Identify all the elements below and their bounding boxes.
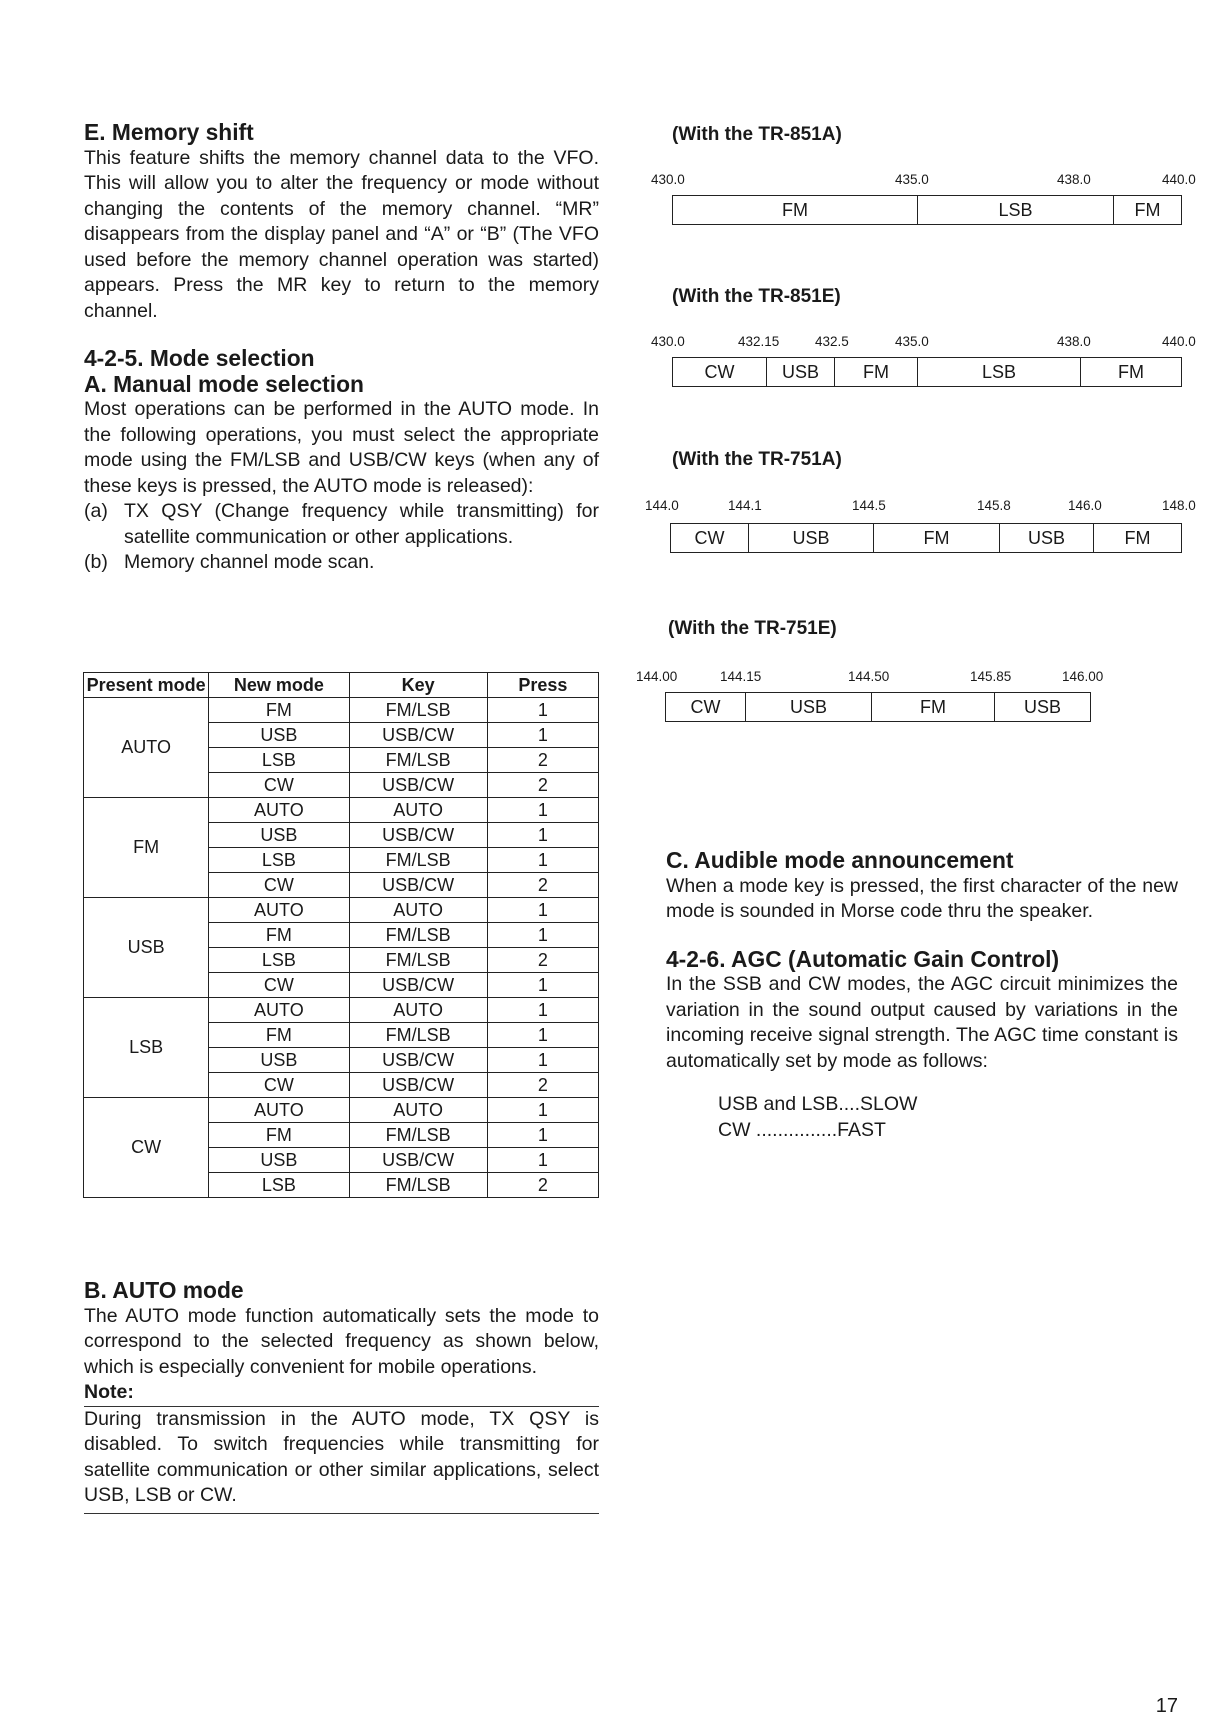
freq-tick: 432.5 bbox=[815, 334, 849, 349]
freq-tick: 144.0 bbox=[645, 498, 679, 513]
key-cell: USB/CW bbox=[349, 1148, 487, 1173]
auto-mode-heading: B. AUTO mode bbox=[84, 1277, 244, 1303]
band-segment: USB bbox=[746, 693, 872, 721]
key-cell: FM/LSB bbox=[349, 1023, 487, 1048]
key-cell: USB/CW bbox=[349, 1073, 487, 1098]
new-mode-cell: AUTO bbox=[209, 798, 349, 823]
press-cell: 1 bbox=[487, 1048, 598, 1073]
header-new-mode: New mode bbox=[209, 673, 349, 698]
key-cell: USB/CW bbox=[349, 973, 487, 998]
press-cell: 2 bbox=[487, 773, 598, 798]
band-segment: CW bbox=[673, 358, 767, 386]
band-segment: USB bbox=[767, 358, 835, 386]
press-cell: 1 bbox=[487, 848, 598, 873]
new-mode-cell: AUTO bbox=[209, 898, 349, 923]
key-cell: FM/LSB bbox=[349, 848, 487, 873]
band-bar-tr751e bbox=[665, 692, 1091, 722]
agc-heading: 4-2-6. AGC (Automatic Gain Control) bbox=[666, 945, 1060, 972]
key-cell: USB/CW bbox=[349, 873, 487, 898]
table-header-row bbox=[84, 673, 599, 698]
agc-line-cw: CW ...............FAST bbox=[718, 1118, 886, 1141]
freq-tick: 144.5 bbox=[852, 498, 886, 513]
auto-mode-section bbox=[84, 1278, 599, 1514]
new-mode-cell: CW bbox=[209, 1073, 349, 1098]
freq-tick: 440.0 bbox=[1162, 172, 1196, 187]
press-cell: 1 bbox=[487, 698, 598, 723]
key-cell: FM/LSB bbox=[349, 1123, 487, 1148]
present-mode-cell: USB bbox=[84, 898, 209, 998]
new-mode-cell: FM bbox=[209, 923, 349, 948]
table-row bbox=[84, 1098, 599, 1123]
new-mode-cell: FM bbox=[209, 1023, 349, 1048]
press-cell: 1 bbox=[487, 798, 598, 823]
new-mode-cell: USB bbox=[209, 1148, 349, 1173]
band-segment: FM bbox=[673, 196, 918, 224]
key-cell: USB/CW bbox=[349, 823, 487, 848]
list-item: (a) TX QSY (Change frequency while transmitting) for satellite communication or other applications. bbox=[84, 500, 599, 548]
header-present-mode: Present mode bbox=[84, 673, 209, 698]
new-mode-cell: CW bbox=[209, 973, 349, 998]
band-title-tr751a: (With the TR-751A) bbox=[672, 449, 842, 470]
left-column bbox=[84, 120, 599, 576]
key-cell: FM/LSB bbox=[349, 923, 487, 948]
audible-body: When a mode key is pressed, the first character of the new mode is sounded in Morse code thru the speaker. bbox=[666, 874, 1178, 922]
press-cell: 1 bbox=[487, 898, 598, 923]
freq-tick: 146.00 bbox=[1062, 669, 1104, 684]
page-number: 17 bbox=[1155, 1695, 1178, 1717]
key-cell: USB/CW bbox=[349, 723, 487, 748]
new-mode-cell: AUTO bbox=[209, 1098, 349, 1123]
band-segment: USB bbox=[1023, 696, 1061, 717]
agc-body: In the SSB and CW modes, the AGC circuit minimizes the variation in the sound output caused by variations in the incoming receive signal strength. The AGC time constant is automatically set by mode as follows: bbox=[666, 973, 1178, 1072]
freq-tick: 146.0 bbox=[1068, 498, 1102, 513]
press-cell: 1 bbox=[487, 1098, 598, 1123]
press-cell: 1 bbox=[487, 1023, 598, 1048]
band-segment: USB bbox=[749, 524, 874, 552]
present-mode-cell: CW bbox=[84, 1098, 209, 1198]
manual-mode-body: Most operations can be performed in the AUTO mode. In the following operations, you must select the appropriate mode using the FM/LSB and USB/CW keys (when any of these keys is pressed, the AUTO mode is released): bbox=[84, 398, 599, 497]
press-cell: 1 bbox=[487, 823, 598, 848]
band-segment: FM bbox=[874, 524, 1000, 552]
key-cell: AUTO bbox=[349, 798, 487, 823]
key-cell: AUTO bbox=[349, 898, 487, 923]
press-cell: 1 bbox=[487, 973, 598, 998]
band-bar-tr851a bbox=[672, 195, 1182, 225]
press-cell: 1 bbox=[487, 998, 598, 1023]
new-mode-cell: CW bbox=[209, 873, 349, 898]
agc-settings bbox=[666, 1092, 1178, 1143]
press-cell: 1 bbox=[487, 1148, 598, 1173]
new-mode-cell: AUTO bbox=[209, 998, 349, 1023]
key-cell: FM/LSB bbox=[349, 748, 487, 773]
freq-tick: 144.50 bbox=[848, 669, 890, 684]
press-cell: 1 bbox=[487, 1123, 598, 1148]
present-mode-cell: FM bbox=[84, 798, 209, 898]
band-title-tr851a: (With the TR-851A) bbox=[672, 124, 842, 145]
key-cell: FM/LSB bbox=[349, 698, 487, 723]
new-mode-cell: LSB bbox=[209, 948, 349, 973]
freq-tick: 430.0 bbox=[651, 334, 685, 349]
freq-tick: 432.15 bbox=[738, 334, 780, 349]
new-mode-cell: FM bbox=[209, 698, 349, 723]
band-bar-tr751a bbox=[670, 523, 1182, 553]
press-cell: 2 bbox=[487, 873, 598, 898]
band-segment: LSB bbox=[918, 196, 1114, 224]
new-mode-cell: LSB bbox=[209, 748, 349, 773]
press-cell: 1 bbox=[487, 723, 598, 748]
band-segment: CW bbox=[671, 524, 749, 552]
press-cell: 2 bbox=[487, 748, 598, 773]
band-segment: FM bbox=[872, 693, 995, 721]
freq-tick: 438.0 bbox=[1057, 172, 1091, 187]
press-cell: 2 bbox=[487, 1073, 598, 1098]
key-cell: FM/LSB bbox=[349, 948, 487, 973]
freq-tick: 144.00 bbox=[636, 669, 678, 684]
mode-selection-heading: 4-2-5. Mode selection bbox=[84, 345, 315, 371]
memory-shift-heading: E. Memory shift bbox=[84, 119, 254, 145]
key-cell: USB/CW bbox=[349, 1048, 487, 1073]
note-bottom-rule bbox=[84, 1513, 599, 1514]
new-mode-cell: USB bbox=[209, 823, 349, 848]
band-bar-tr851e bbox=[672, 357, 1182, 387]
freq-tick: 435.0 bbox=[895, 334, 929, 349]
freq-tick: 145.85 bbox=[970, 669, 1012, 684]
band-segment: LSB bbox=[918, 358, 1081, 386]
new-mode-cell: FM bbox=[209, 1123, 349, 1148]
note-label: Note: bbox=[84, 1381, 134, 1403]
key-cell: FM/LSB bbox=[349, 1173, 487, 1198]
present-mode-cell: LSB bbox=[84, 998, 209, 1098]
note-body: During transmission in the AUTO mode, TX QSY is disabled. To switch frequencies while transmitting for satellite communication or other similar applications, select USB, LSB or CW. bbox=[84, 1407, 599, 1506]
freq-tick: 435.0 bbox=[895, 172, 929, 187]
auto-mode-body: The AUTO mode function automatically sets the mode to correspond to the selected frequency as shown below, which is especially convenient for mobile operations. bbox=[84, 1304, 599, 1378]
freq-tick: 430.0 bbox=[651, 172, 685, 187]
band-segment: FM bbox=[835, 358, 918, 386]
new-mode-cell: LSB bbox=[209, 1173, 349, 1198]
press-cell: 2 bbox=[487, 948, 598, 973]
band-title-tr751e: (With the TR-751E) bbox=[668, 618, 837, 639]
band-segment: FM bbox=[1124, 527, 1151, 548]
list-item: (b) Memory channel mode scan. bbox=[84, 551, 375, 573]
agc-line-ssb: USB and LSB....SLOW bbox=[718, 1093, 918, 1115]
press-cell: 1 bbox=[487, 923, 598, 948]
table-row bbox=[84, 898, 599, 923]
freq-tick: 148.0 bbox=[1162, 498, 1196, 513]
key-cell: AUTO bbox=[349, 998, 487, 1023]
freq-tick: 440.0 bbox=[1162, 334, 1196, 349]
new-mode-cell: USB bbox=[209, 723, 349, 748]
header-key: Key bbox=[349, 673, 487, 698]
band-segment: USB bbox=[1000, 524, 1094, 552]
freq-tick: 144.1 bbox=[728, 498, 762, 513]
operation-list bbox=[84, 499, 599, 576]
band-segment: FM bbox=[1118, 361, 1144, 382]
present-mode-cell: AUTO bbox=[84, 698, 209, 798]
right-lower-column bbox=[666, 848, 1178, 1143]
table-row bbox=[84, 698, 599, 723]
band-segment: FM bbox=[1134, 199, 1161, 220]
note-label-line bbox=[84, 1380, 599, 1407]
audible-heading: C. Audible mode announcement bbox=[666, 847, 1014, 873]
header-press: Press bbox=[487, 673, 598, 698]
table-row bbox=[84, 998, 599, 1023]
mode-selection-table bbox=[83, 672, 599, 1198]
key-cell: USB/CW bbox=[349, 773, 487, 798]
freq-tick: 145.8 bbox=[977, 498, 1011, 513]
freq-tick: 438.0 bbox=[1057, 334, 1091, 349]
manual-mode-subheading: A. Manual mode selection bbox=[84, 370, 364, 397]
band-title-tr851e: (With the TR-851E) bbox=[672, 286, 841, 307]
freq-tick: 144.15 bbox=[720, 669, 762, 684]
new-mode-cell: USB bbox=[209, 1048, 349, 1073]
new-mode-cell: CW bbox=[209, 773, 349, 798]
table-row bbox=[84, 798, 599, 823]
press-cell: 2 bbox=[487, 1173, 598, 1198]
new-mode-cell: LSB bbox=[209, 848, 349, 873]
key-cell: AUTO bbox=[349, 1098, 487, 1123]
band-segment: CW bbox=[666, 693, 746, 721]
memory-shift-body: This feature shifts the memory channel data to the VFO. This will allow you to alter the frequency or mode without changing the contents of the memory channel. “MR” disappears from the display panel and “A” or “B” (The VFO used before the memory channel operation was started) appears. Press the MR key to return to the memory channel. bbox=[84, 146, 599, 322]
